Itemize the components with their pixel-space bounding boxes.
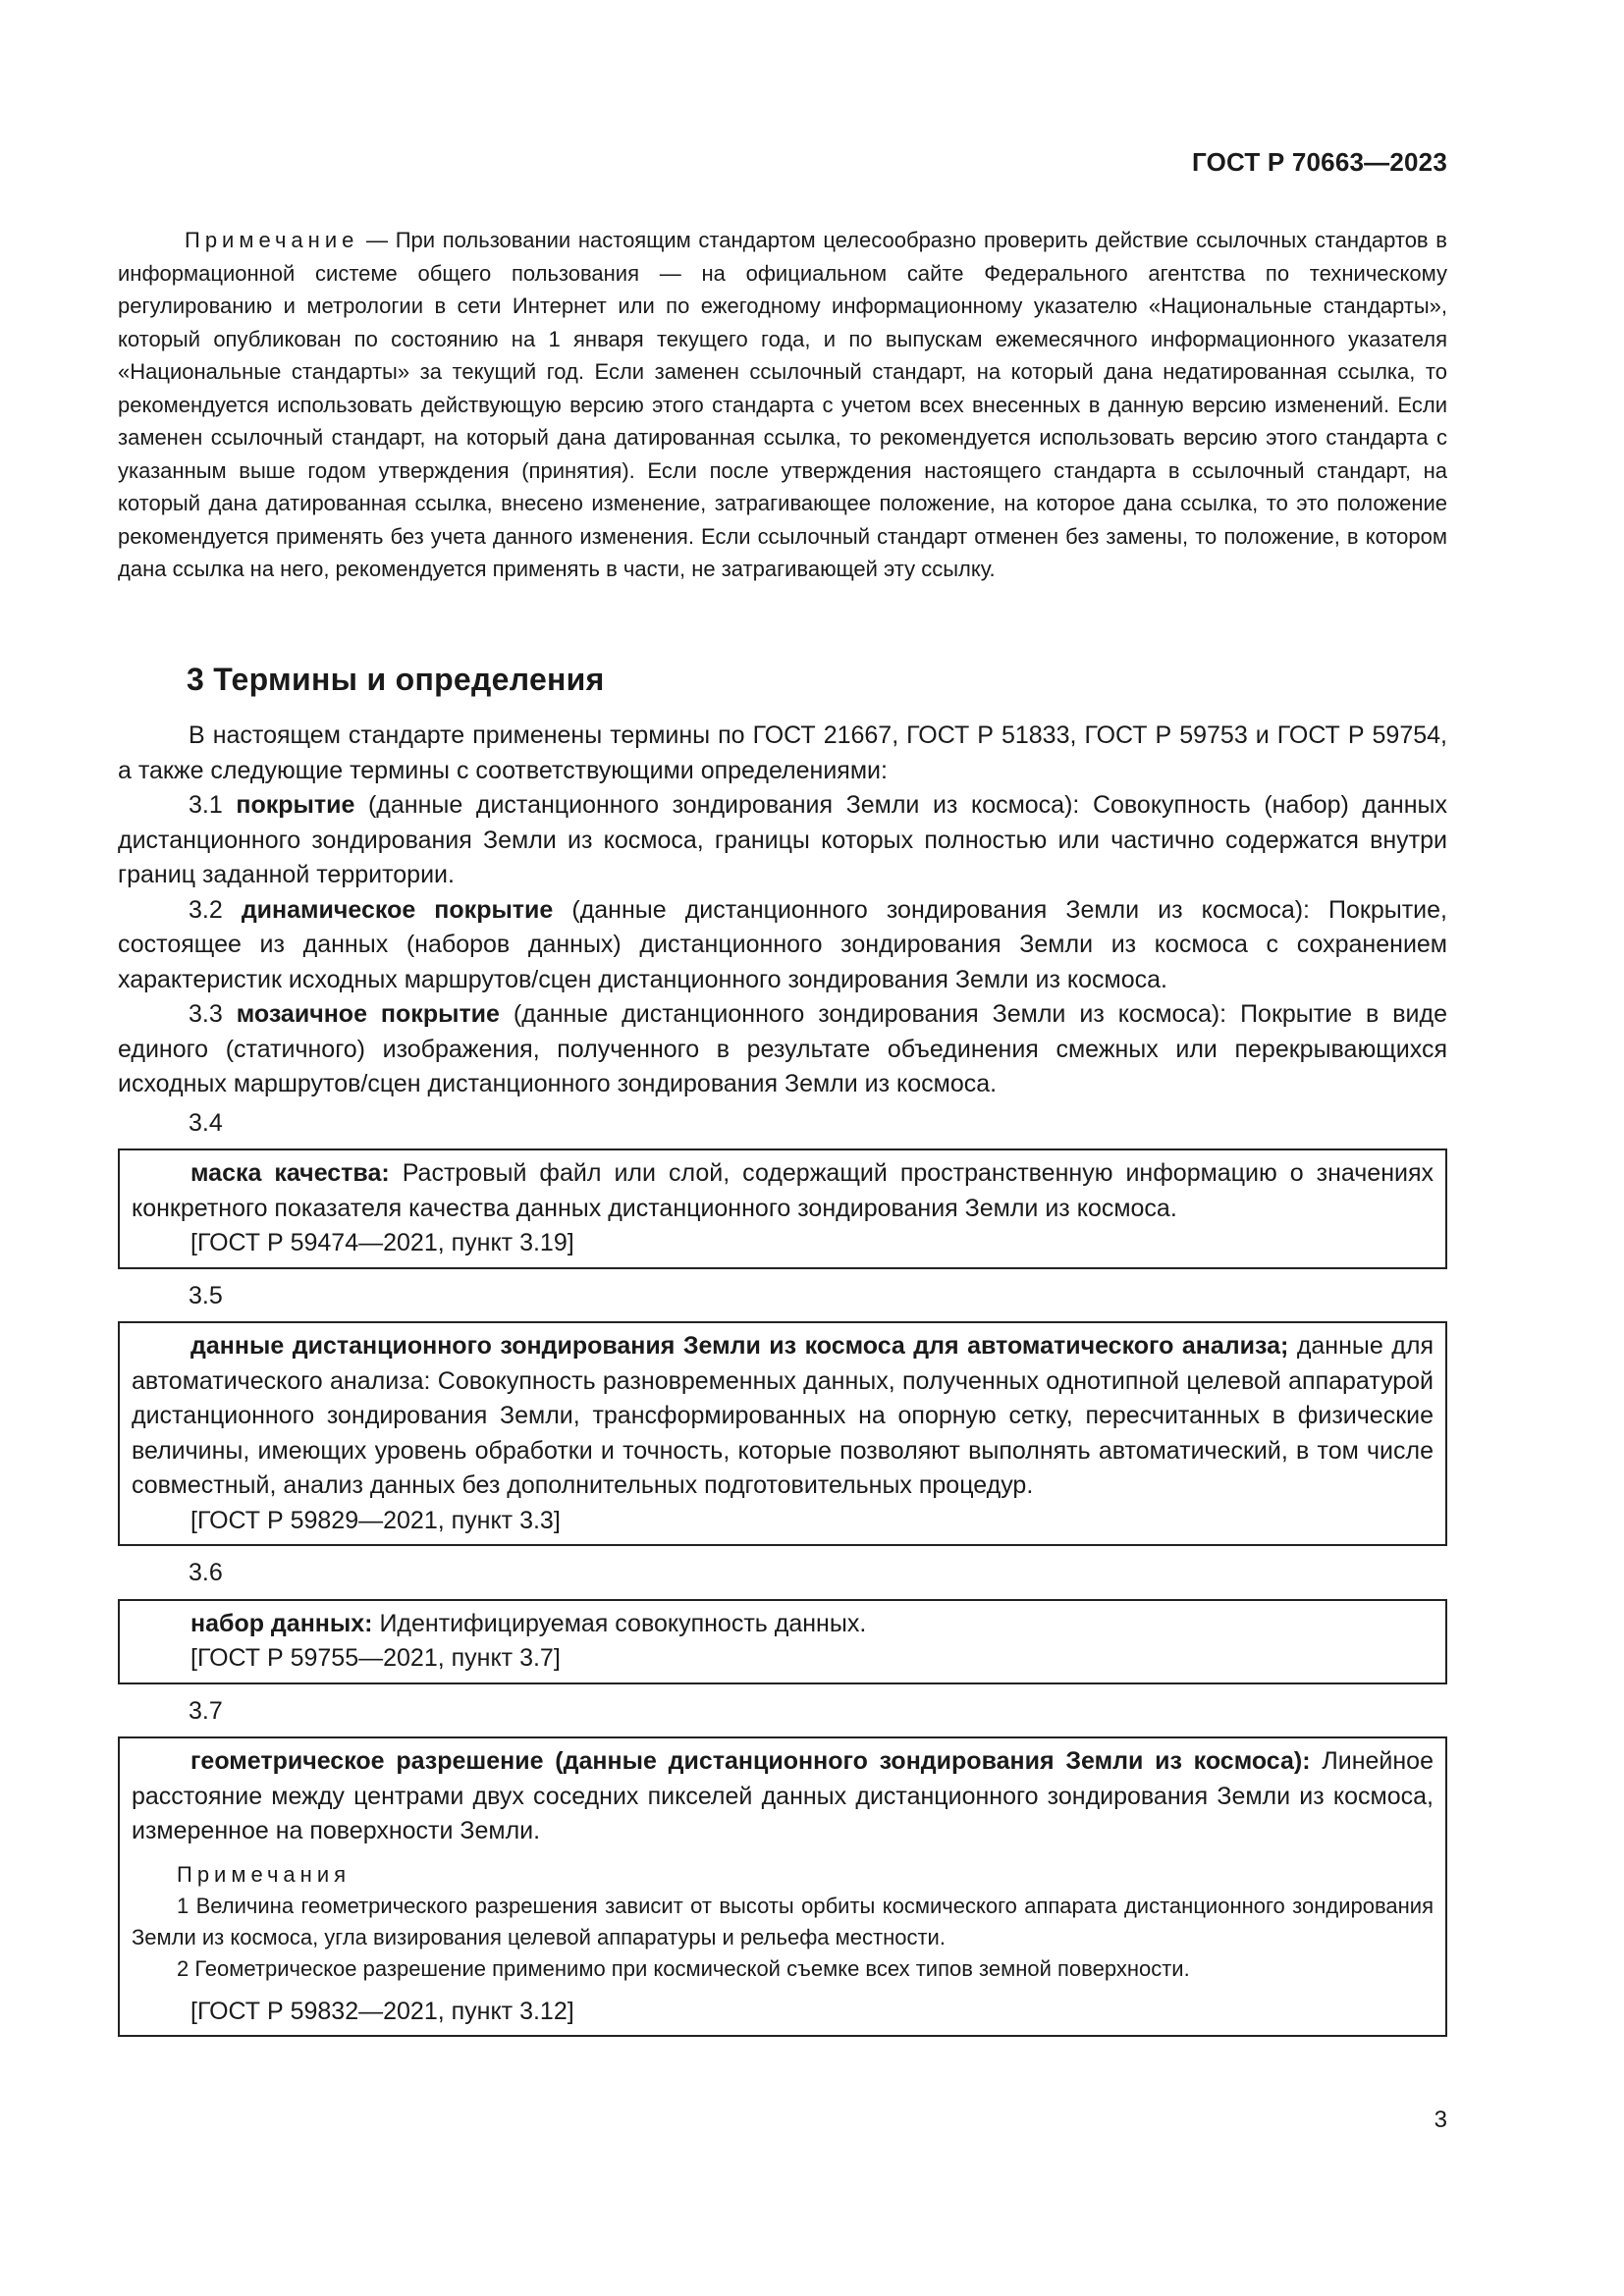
- term-entry: [132, 1156, 1434, 1226]
- term-entry: [132, 1607, 1434, 1642]
- term-box-3-6: [118, 1599, 1447, 1684]
- term-name: маска качества:: [190, 1159, 390, 1187]
- term-name: мозаичное покрытие: [236, 1000, 500, 1028]
- term-definition: Линейное расстояние между центрами двух соседних пикселей данных дистанционного зондирования Земли из космоса, измеренное на поверхности Земли.: [132, 1747, 1434, 1844]
- term-name: набор данных:: [190, 1609, 373, 1637]
- reference-note: [118, 224, 1447, 586]
- term-name: динамическое покрытие: [241, 895, 554, 924]
- term-name: геометрическое разрешение (данные дистанционного зондирования Земли из космоса):: [190, 1747, 1311, 1775]
- section-title: 3 Термины и определения: [187, 662, 605, 697]
- term-3-3: [118, 997, 1447, 1102]
- term-number-3-7: 3.7: [189, 1696, 223, 1725]
- term-number-3-4: 3.4: [189, 1108, 223, 1137]
- term-entry: [132, 1329, 1434, 1504]
- term-definition: Растровый файл или слой, содержащий пространственную информацию о значениях конкретного показателя качества данных дистанционного зондирования Земли из космоса.: [132, 1159, 1435, 1222]
- term-3-2: [118, 893, 1447, 998]
- term-number-3-6: 3.6: [189, 1559, 223, 1586]
- page-number: 3: [1434, 2107, 1447, 2133]
- term-definition: (данные дистанционного зондирования Земли из космоса): Совокупность (набор) данных дистанционного зондирования Земли из космоса, границы которых полностью или частично содержатся внутри границ заданной территории.: [118, 791, 1447, 888]
- term-number: 3.3: [189, 1000, 223, 1028]
- note-text: — При пользовании настоящим стандартом целесообразно проверить действие ссылочных стандартов в информационной системе общего пользования — на официальном сайте Федерального агентства по техническому регулированию и метрологии в сети Интернет или по ежегодному информационному указателю «Национальные стандарты», который опубликован по состоянию на 1 января текущего года, и по выпускам ежемесячного информационного указателя «Национальные стандарты» за текущий год. Если заменен ссылочный стандарт, на который дана недатированная ссылка, то рекомендуется использовать действующую версию этого стандарта с учетом всех внесенных в данную версию изменений. Если заменен ссылочный стандарт, на который дана датированная ссылка, то рекомендуется использовать версию этого стандарта с указанным выше годом утверждения (принятия). Если после утверждения настоящего стандарта в ссылочный стандарт, на который дана датированная ссылка, внесено изменение, затрагивающее положение, на которое дана ссылка, то это положение рекомендуется применять без учета данного изменения. Если ссылочный стандарт отменен без замены, то положение, в котором дана ссылка на него, рекомендуется применять в части, не затрагивающей эту ссылку.: [118, 228, 1447, 581]
- term-box-3-5: [118, 1321, 1447, 1546]
- term-definition: (данные дистанционного зондирования Земли из космоса): Покрытие в виде единого (статичного) изображения, полученного в результате объединения смежных или перекрывающихся исходных маршрутов/сцен дистанционного зондирования Земли из космоса.: [118, 1000, 1447, 1097]
- term-3-1: [118, 788, 1447, 893]
- notes-title: Примечания: [177, 1861, 352, 1887]
- term-definition: (данные дистанционного зондирования Земли из космоса): Покрытие, состоящее из данных (наборов данных) дистанционного зондирования Земли из космоса с сохранением характеристик исходных маршрутов/сцен дистанционного зондирования Земли из космоса.: [118, 895, 1447, 993]
- term-source: [ГОСТ Р 59755—2021, пункт 3.7]: [190, 1644, 561, 1672]
- term-definition: данные для автоматического анализа: Совокупность разновременных данных, полученных однотипной целевой аппаратурой дистанционного зондирования Земли, трансформированных на опорную сетку, пересчитанных в физические величины, имеющих уровень обработки и точность, которые позволяют выполнять автоматический, в том числе совместный, анализ данных без дополнительных подготовительных процедур.: [132, 1332, 1434, 1499]
- term-box-3-4: [118, 1148, 1447, 1269]
- term-source: [ГОСТ Р 59832—2021, пункт 3.12]: [190, 1997, 574, 2025]
- section-intro: В настоящем стандарте применены термины по ГОСТ 21667, ГОСТ Р 51833, ГОСТ Р 59753 и ГОСТ Р 59754, а также следующие термины с соответствующими определениями:: [118, 721, 1447, 784]
- note-item-2: 2 Геометрическое разрешение применимо при космической съемке всех типов земной поверхности.: [177, 1955, 1190, 1981]
- term-number: 3.1: [189, 791, 223, 819]
- term-name: покрытие: [236, 791, 355, 819]
- note-label: Примечание: [185, 228, 359, 252]
- section-body: [118, 719, 1447, 2047]
- term-number-3-5: 3.5: [189, 1281, 223, 1309]
- term-definition: Идентифицируемая совокупность данных.: [372, 1609, 867, 1637]
- term-number: 3.2: [189, 895, 223, 924]
- term-source: [ГОСТ Р 59474—2021, пункт 3.19]: [190, 1229, 574, 1256]
- note-item-1: 1 Величина геометрического разрешения зависит от высоты орбиты космического аппарата дистанционного зондирования Земли из космоса, угла визирования целевой аппаратуры и рельефа местности.: [132, 1893, 1434, 1949]
- standard-number: ГОСТ Р 70663—2023: [1192, 147, 1447, 177]
- term-box-3-7: [118, 1736, 1447, 2037]
- term-name: данные дистанционного зондирования Земли из космоса для автоматического анализа;: [190, 1332, 1289, 1360]
- reference-note-paragraph: [118, 224, 1447, 586]
- term-entry: [132, 1744, 1434, 1849]
- term-source: [ГОСТ Р 59829—2021, пункт 3.3]: [190, 1506, 561, 1534]
